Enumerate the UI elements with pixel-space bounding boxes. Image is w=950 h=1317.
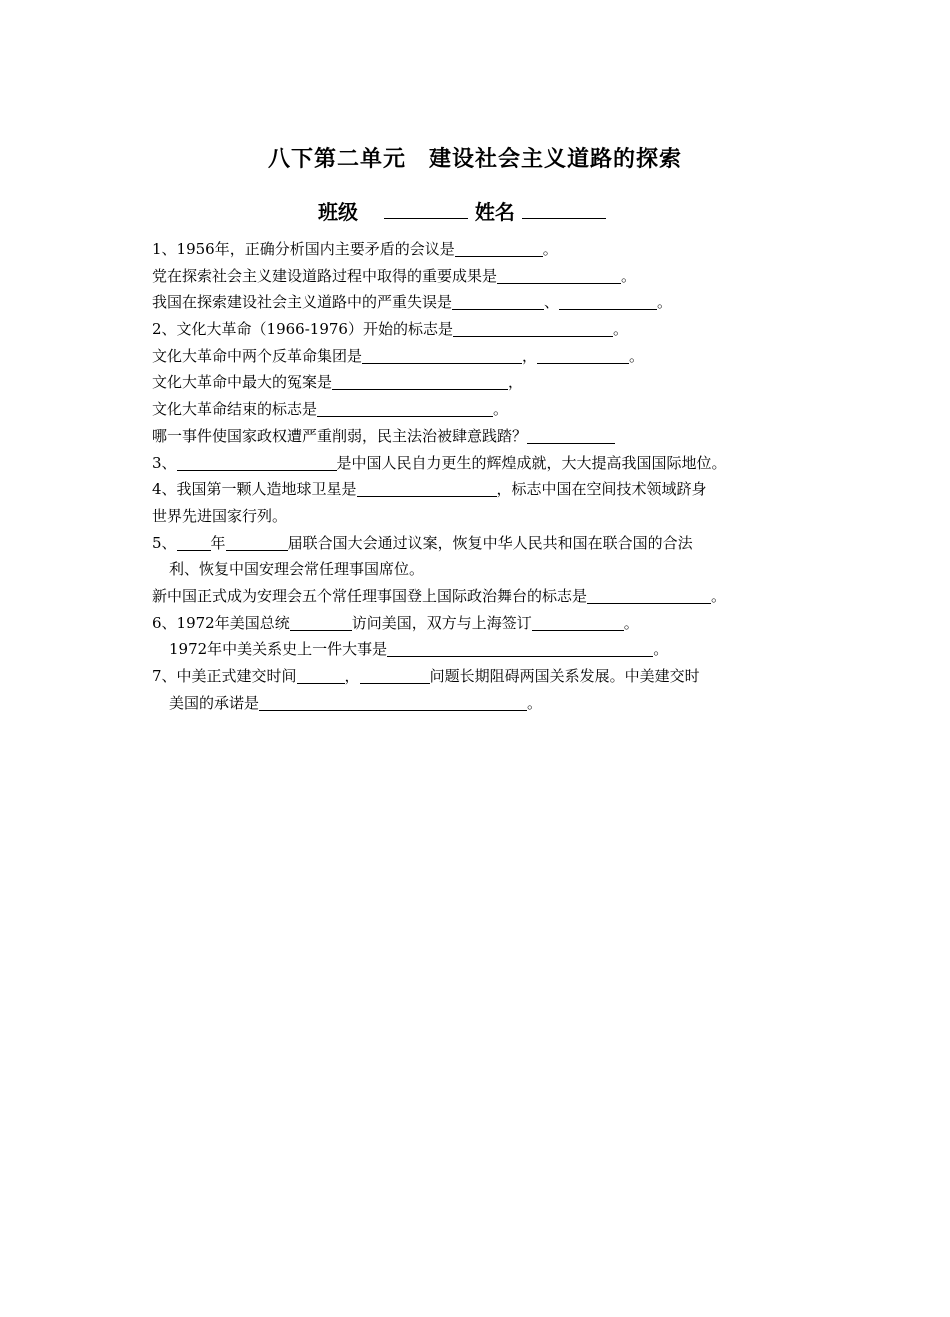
question-text: 我国在探索建设社会主义道路中的严重失误是 <box>152 293 453 312</box>
question-text: 哪一事件使国家政权遭严重削弱，民主法治被肆意践踏？ <box>152 426 528 445</box>
question-text: 1972年中美关系史上一件大事是 <box>169 640 388 659</box>
question-2e <box>152 423 822 450</box>
question-text: 利、恢复中国安理会常任理事国席位。 <box>169 560 425 579</box>
question-text: 是中国人民自力更生的辉煌成就，大大提高我国国际地位。 <box>336 453 727 472</box>
answer-blank[interactable] <box>532 614 624 631</box>
answer-blank[interactable] <box>452 293 544 310</box>
question-text: 7、中美正式建交时间 <box>152 667 297 685</box>
answer-blank[interactable] <box>332 373 508 390</box>
question-text: 新中国正式成为安理会五个常任理事国登上国际政治舞台的标志是 <box>152 586 588 605</box>
question-text: 文化大革命中最大的冤案是 <box>152 373 333 392</box>
question-text: 2、文化大革命（1966-1976）开始的标志是 <box>152 320 453 339</box>
question-2a <box>152 316 822 343</box>
question-7a <box>152 663 822 690</box>
answer-blank[interactable] <box>226 534 288 551</box>
punctuation: 。 <box>623 613 639 632</box>
question-text: 6、1972年美国总统 <box>152 613 290 632</box>
punctuation: 。 <box>657 293 673 312</box>
name-label: 姓名 <box>474 200 515 224</box>
punctuation: 。 <box>542 240 558 258</box>
name-blank[interactable] <box>522 200 606 219</box>
class-label: 班级 <box>318 200 358 224</box>
question-text: 年 <box>210 533 226 552</box>
answer-blank[interactable] <box>453 320 613 337</box>
question-text: 文化大革命中两个反革命集团是 <box>152 346 363 365</box>
question-text: 党在探索社会主义建设道路过程中取得的重要成果是 <box>152 266 498 285</box>
question-text: 问题长期阻碍两国关系发展。中美建交时 <box>429 667 700 685</box>
question-list <box>152 236 822 716</box>
answer-blank[interactable] <box>559 293 657 310</box>
answer-blank[interactable] <box>497 267 621 284</box>
class-blank[interactable] <box>384 200 468 219</box>
punctuation: 。 <box>621 266 637 285</box>
answer-blank[interactable] <box>527 427 615 444</box>
answer-blank[interactable] <box>290 614 352 631</box>
question-5b <box>152 556 822 583</box>
question-1c <box>152 289 822 316</box>
answer-blank[interactable] <box>177 534 211 551</box>
question-text: 世界先进国家行列。 <box>152 506 288 525</box>
question-number: 3、 <box>152 453 177 472</box>
question-7b <box>152 690 822 717</box>
answer-blank[interactable] <box>177 454 337 471</box>
answer-blank[interactable] <box>317 400 493 417</box>
question-6b <box>152 636 822 663</box>
punctuation: 。 <box>629 346 645 365</box>
punctuation: 。 <box>527 693 543 712</box>
question-text: 1、1956年，正确分析国内主要矛盾的会议是 <box>152 240 455 258</box>
page-title: 八下第二单元 建设社会主义道路的探索 <box>267 146 682 172</box>
answer-blank[interactable] <box>297 667 345 684</box>
question-5a <box>152 530 822 557</box>
question-4b <box>152 503 822 530</box>
question-text: ，标志中国在空间技术领域跻身 <box>496 480 707 499</box>
question-text: 访问美国，双方与上海签订 <box>351 613 532 632</box>
answer-blank[interactable] <box>587 587 711 604</box>
question-text: 美国的承诺是 <box>169 693 260 712</box>
punctuation: 。 <box>493 400 509 419</box>
class-name-header <box>318 196 606 225</box>
answer-blank[interactable] <box>357 480 497 497</box>
answer-blank[interactable] <box>259 694 527 711</box>
question-4a <box>152 476 822 503</box>
question-6a <box>152 610 822 637</box>
question-text: 4、我国第一颗人造地球卫星是 <box>152 480 357 499</box>
punctuation: ， <box>522 346 538 365</box>
question-5c <box>152 583 822 610</box>
punctuation: 。 <box>612 320 628 339</box>
punctuation: ， <box>344 667 360 685</box>
answer-blank[interactable] <box>455 240 543 257</box>
question-2c <box>152 369 822 396</box>
question-2b <box>152 343 822 370</box>
answer-blank[interactable] <box>360 667 430 684</box>
question-text: 届联合国大会通过议案，恢复中华人民共和国在联合国的合法 <box>287 533 693 552</box>
question-number: 5、 <box>152 533 177 552</box>
question-1b <box>152 263 822 290</box>
punctuation: 、 <box>544 293 560 312</box>
punctuation: ， <box>508 373 524 392</box>
question-2d <box>152 396 822 423</box>
answer-blank[interactable] <box>362 347 522 364</box>
question-3 <box>152 450 822 477</box>
answer-blank[interactable] <box>537 347 629 364</box>
answer-blank[interactable] <box>387 640 653 657</box>
punctuation: 。 <box>653 640 669 659</box>
question-text: 文化大革命结束的标志是 <box>152 400 318 419</box>
punctuation: 。 <box>711 586 727 605</box>
question-1a <box>152 236 822 263</box>
